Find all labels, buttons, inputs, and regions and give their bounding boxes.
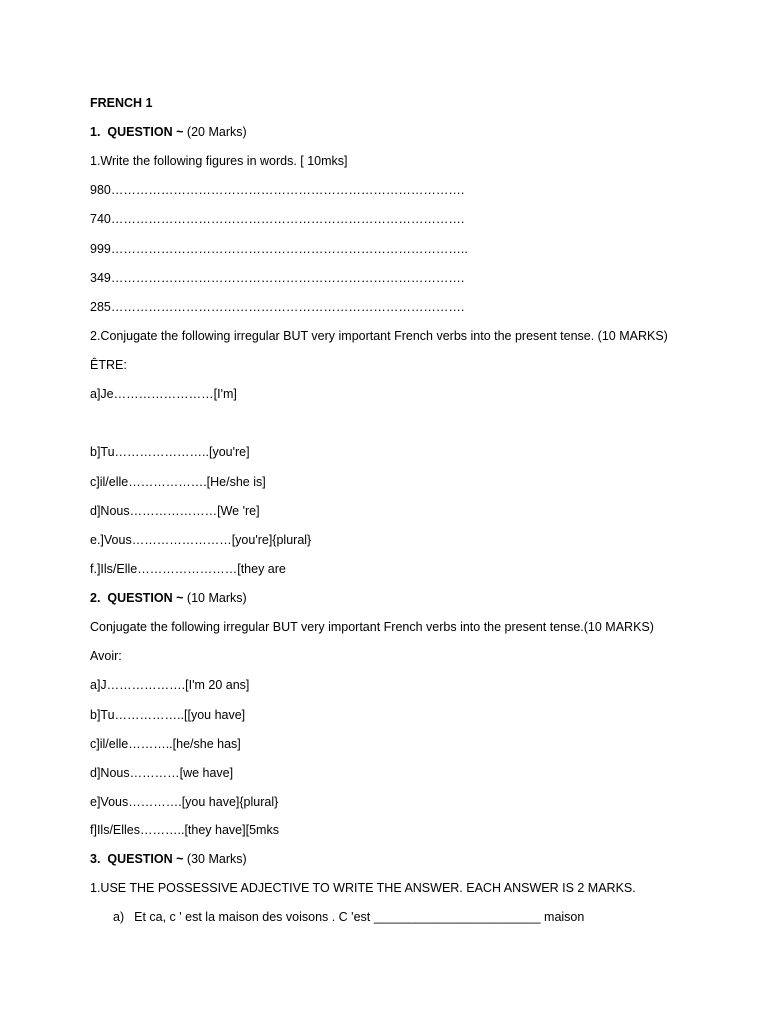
conjugation-item: b]Tu……………..[[you have] — [90, 708, 246, 722]
conjugation-item: c]il/elle……………….[He/she is] — [90, 475, 266, 489]
question-1-heading — [90, 124, 247, 140]
conjugation-item: e.]Vous……………………[you're]{plural} — [90, 533, 312, 547]
question-3-marks: (30 Marks) — [183, 852, 247, 866]
conjugation-item: b]Tu…………………..[you're] — [90, 445, 250, 459]
figure-line: 349…………………………………………………………………………. — [90, 271, 465, 285]
document-title: FRENCH 1 — [90, 96, 153, 110]
figure-line: 285…………………………………………………………………………. — [90, 300, 465, 314]
question-2-instruction: Conjugate the following irregular BUT very important French verbs into the present tense.(10 MARKS) — [90, 620, 654, 634]
question-2-marks: (10 Marks) — [183, 591, 247, 605]
question-3-heading — [90, 851, 247, 867]
possessive-item-a — [113, 909, 584, 925]
question-3-label: 3. QUESTION ~ — [90, 852, 184, 866]
question-1-marks: (20 Marks) — [183, 125, 247, 139]
verb-etre-label: ÊTRE: — [90, 358, 127, 372]
question-2-heading — [90, 590, 247, 606]
conjugation-item: f.]Ils/Elle……………………[they are — [90, 562, 286, 576]
figure-line: 980…………………………………………………………………………. — [90, 183, 465, 197]
conjugation-item: c]il/elle………..[he/she has] — [90, 737, 241, 751]
figure-line: 740…………………………………………………………………………. — [90, 212, 465, 226]
question-3-instruction: 1.USE THE POSSESSIVE ADJECTIVE TO WRITE THE ANSWER. EACH ANSWER IS 2 MARKS. — [90, 881, 636, 895]
question-1-instruction: 1.Write the following figures in words. [ 10mks] — [90, 154, 348, 168]
question-2-label: 2. QUESTION ~ — [90, 591, 184, 605]
conjugation-item: a]Je……………………[I'm] — [90, 387, 237, 401]
possessive-item-a-marker: a) — [113, 910, 125, 924]
conjugation-item: d]Nous…………………[We 're] — [90, 504, 260, 518]
conjugation-item: d]Nous…………[we have] — [90, 766, 234, 780]
conjugation-item: f]Ils/Elles………..[they have][5mks — [90, 823, 279, 837]
figure-line: 999………………………………………………………………………….. — [90, 242, 468, 256]
conjugation-item: a]J……………….[I'm 20 ans] — [90, 678, 250, 692]
conjugation-item: e]Vous………….[you have]{plural} — [90, 795, 279, 809]
question-1-label: 1. QUESTION ~ — [90, 125, 184, 139]
verb-avoir-label: Avoir: — [90, 649, 122, 663]
question-1-instruction-2: 2.Conjugate the following irregular BUT very important French verbs into the present tense. (10 MARKS) — [90, 329, 668, 343]
possessive-item-a-text: Et ca, c ' est la maison des voisons . C 'est ________________________ maison — [134, 910, 585, 924]
